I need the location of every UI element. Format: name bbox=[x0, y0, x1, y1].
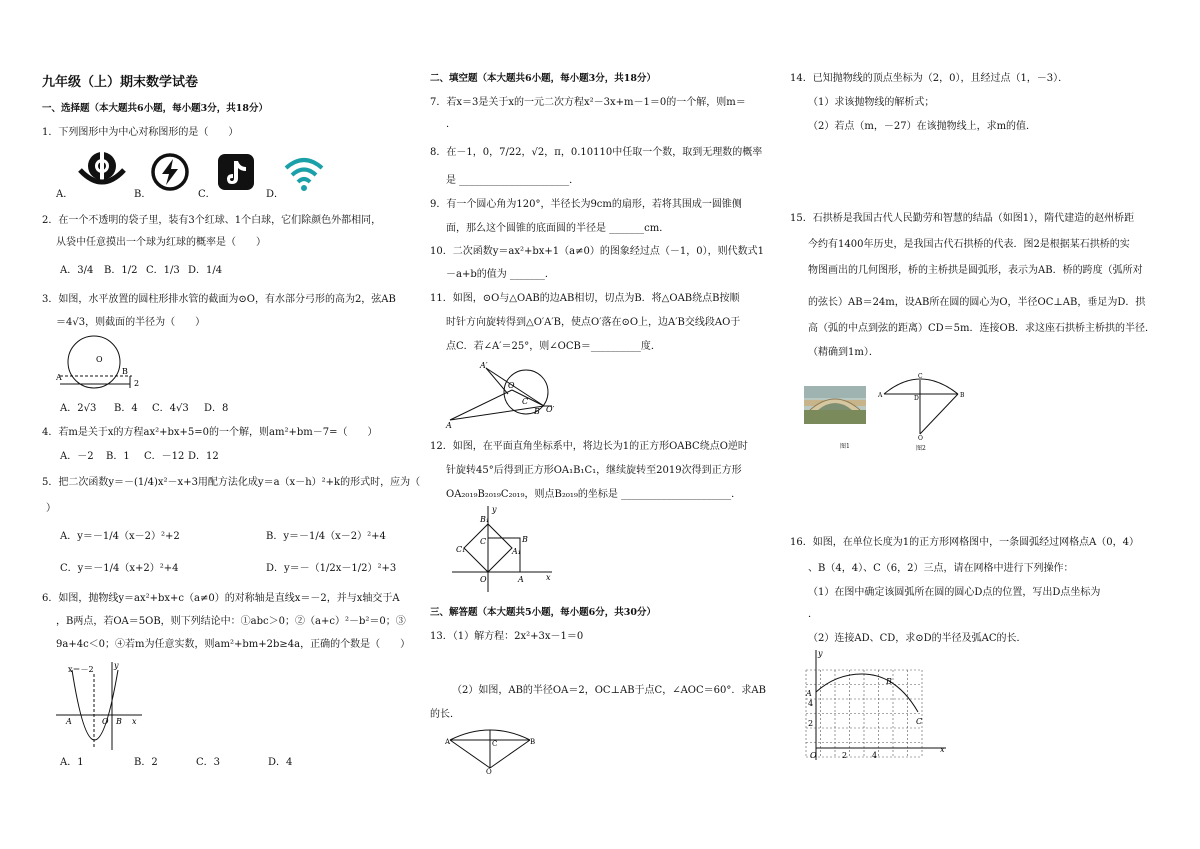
q6-option-b: B．2 bbox=[134, 757, 158, 768]
q16-tick-y4: 4 bbox=[808, 699, 814, 708]
q6-line2: ，B两点，若OA＝5OB，则下列结论中：①abc＞0；②（a+c）²－b²＝0；③ bbox=[56, 616, 406, 627]
q13-figure bbox=[446, 724, 536, 774]
q3-line2: ＝4√3，则截面的半径为（ ） bbox=[56, 317, 206, 328]
q15-label-b: B bbox=[960, 392, 965, 399]
q12-line1: 12．如图，在平面直角坐标系中，将边长为1的正方形OABC绕点O逆时 bbox=[430, 441, 748, 452]
q12-label-x: x bbox=[546, 573, 551, 582]
q6-label-o: O bbox=[102, 717, 109, 726]
section-fill-heading: 二、填空题（本大题共6小题，每小题3分，共18分） bbox=[430, 73, 656, 84]
q7-line1: 7．若x＝3是关于x的一元二次方程x²－3x+m－1＝0的一个解，则m＝ bbox=[430, 97, 746, 108]
q13-label-c: C bbox=[492, 740, 498, 748]
q12-label-y: y bbox=[492, 505, 497, 514]
q13-label-b: B bbox=[530, 738, 536, 746]
q3-option-c: C．4√3 bbox=[152, 403, 189, 414]
q11-label-oprime: O′ bbox=[546, 405, 555, 414]
q12-label-c1: C₁ bbox=[456, 545, 466, 554]
q16-line3: （1）在图中确定该圆弧所在圆的圆心D点的位置，写出D点坐标为 bbox=[808, 587, 1101, 598]
section-choice-heading: 一、选择题（本大题共6小题，每小题3分，共18分） bbox=[42, 103, 268, 114]
q3-figure bbox=[56, 334, 146, 396]
bridge-photo bbox=[804, 386, 866, 426]
q15-label-a: A bbox=[878, 392, 883, 399]
q16-line1: 16．如图，在单位长度为1的正方形网格图中，一条圆弧经过网格点A（0，4） bbox=[790, 537, 1140, 548]
q16-label-c: C bbox=[916, 717, 923, 726]
q3-label-a: A bbox=[56, 373, 62, 382]
q11-figure bbox=[446, 358, 566, 430]
q3-label-b: B bbox=[122, 367, 128, 376]
q11-label-b: B bbox=[534, 407, 540, 416]
q5-line2: ） bbox=[46, 503, 56, 514]
section-answer-heading: 三、解答题（本大题共5小题，每小题6分，共30分） bbox=[430, 607, 656, 618]
q5-option-c: C．y＝－1/4（x+2）²+4 bbox=[60, 563, 179, 574]
emblem-icon bbox=[76, 150, 128, 192]
q16-tick-x2: 2 bbox=[842, 751, 848, 760]
q13-line2: （2）如图，AB的半径OA＝2，OC⊥AB于点C，∠AOC＝60°．求AB bbox=[452, 685, 766, 696]
q16-label-o: O bbox=[810, 751, 817, 760]
page-title: 九年级（上）期末数学试卷 bbox=[42, 75, 199, 90]
q12-figure bbox=[452, 504, 562, 594]
q6-option-a: A．1 bbox=[60, 757, 84, 768]
q16-grid-figure bbox=[800, 648, 950, 762]
q11-line1: 11．如图，⊙O与△OAB的边AB相切，切点为B．将△OAB绕点B按顺 bbox=[430, 293, 740, 304]
q15-label-o: O bbox=[918, 435, 923, 442]
q4-option-b: B．1 bbox=[106, 451, 130, 462]
q13-label-a: A bbox=[445, 738, 451, 746]
q2-option-c: C．1/3 bbox=[146, 265, 180, 276]
q12-label-o: O bbox=[480, 575, 487, 584]
q14-line2: （1）求该抛物线的解析式； bbox=[808, 97, 935, 108]
q13-line3: 的长． bbox=[430, 709, 460, 720]
q16-label-x: x bbox=[940, 745, 945, 754]
q6-figure bbox=[56, 660, 146, 750]
q12-label-b: B bbox=[522, 535, 528, 544]
q16-label-y: y bbox=[818, 649, 823, 658]
q5-option-d: D．y＝－（1/2x－1/2）²+3 bbox=[266, 563, 397, 574]
q11-label-a: A bbox=[446, 421, 452, 430]
q16-line5: （2）连接AD、CD，求⊙D的半径及弧AC的长． bbox=[808, 633, 1027, 644]
q1-option-a: A． bbox=[56, 189, 74, 200]
q10-line1: 10．二次函数y＝ax²+bx+1（a≠0）的图象经过点（－1，0），则代数式1 bbox=[430, 246, 764, 257]
q6-label-axis: x＝－2 bbox=[68, 665, 94, 674]
q4-option-d: D．12 bbox=[188, 451, 219, 462]
q6-line3: 9a+4c＜0；④若m为任意实数，则am²+bm+2b≥4a，正确的个数是（ ） bbox=[56, 639, 411, 650]
q16-label-a: A bbox=[806, 689, 812, 698]
q15-line2: 今约有1400年历史，是我国古代石拱桥的代表．图2是根据某石拱桥的实 bbox=[808, 239, 1130, 250]
q3-line1: 3．如图，水平放置的圆柱形排水管的截面为⊙O，有水部分弓形的高为2，弦AB bbox=[42, 294, 396, 305]
q8-line1: 8．在－1，0，7/22，√2，π，0.10110中任取一个数，取到无理数的概率 bbox=[430, 147, 763, 158]
q15-label-d: D bbox=[914, 395, 919, 402]
q15-line6: （精确到1m）． bbox=[808, 347, 879, 358]
q3-label-o: O bbox=[96, 355, 103, 364]
q3-option-d: D．8 bbox=[204, 403, 229, 414]
q5-option-a: A．y＝－1/4（x－2）²+2 bbox=[60, 531, 180, 542]
q1-stem: 1．下列图形中为中心对称图形的是（ ） bbox=[42, 127, 239, 138]
q6-label-a: A bbox=[66, 717, 72, 726]
q7-line2: ． bbox=[446, 119, 456, 130]
q10-line2: －a+b的值为 _______． bbox=[446, 269, 555, 280]
q15-line1: 15．石拱桥是我国古代人民勤劳和智慧的结晶（如图1），隋代建造的赵州桥距 bbox=[790, 213, 1135, 224]
q12-label-b1: B₁ bbox=[480, 515, 490, 524]
tiktok-icon bbox=[216, 152, 258, 192]
q2-option-d: D．1/4 bbox=[188, 265, 223, 276]
q12-label-c: C bbox=[480, 537, 487, 546]
q16-tick-y2: 2 bbox=[808, 719, 814, 728]
q1-option-d: D． bbox=[266, 189, 285, 200]
q3-option-b: B．4 bbox=[114, 403, 138, 414]
q13-label-o: O bbox=[486, 768, 492, 776]
q13-line1: 13．（1）解方程：2x²+3x－1＝0 bbox=[430, 631, 584, 642]
q15-line3: 物图画出的几何图形，桥的主桥拱是圆弧形，表示为AB．桥的跨度（弧所对 bbox=[808, 265, 1143, 276]
q9-line2: 面，那么这个圆锥的底面圆的半径是 _______cm． bbox=[446, 223, 670, 234]
q16-line4: ． bbox=[808, 609, 818, 620]
q11-label-aprime: A′ bbox=[480, 361, 488, 370]
q5-option-b: B．y＝－1/4（x－2）²+4 bbox=[266, 531, 386, 542]
q11-label-c: C bbox=[522, 397, 529, 406]
q5-line1: 5．把二次函数y＝－(1/4)x²－x+3用配方法化成y＝a（x－h）²+k的形式时，应为（ bbox=[42, 477, 421, 488]
q4-line1: 4．若m是关于x的方程ax²+bx+5=0的一个解，则am²+bm－7=（ ） bbox=[42, 427, 378, 438]
q1-option-b: B． bbox=[134, 189, 152, 200]
q8-line2: 是 ______________________． bbox=[446, 175, 580, 186]
q2-line2: 从袋中任意摸出一个球为红球的概率是（ ） bbox=[56, 237, 266, 248]
q11-line2: 时针方向旋转得到△O′A′B，使点O′落在⊙O上，边A′B交线段AO于 bbox=[446, 317, 741, 328]
q15-figure2-caption: 图2 bbox=[916, 445, 926, 452]
q3-option-a: A．2√3 bbox=[60, 403, 97, 414]
wifi-icon bbox=[282, 154, 326, 194]
q16-label-b: B bbox=[886, 677, 892, 686]
q6-option-d: D．4 bbox=[268, 757, 293, 768]
q6-option-c: C．3 bbox=[196, 757, 221, 768]
q11-line3: 点C．若∠A′＝25°，则∠OCB＝__________度． bbox=[446, 341, 661, 352]
q15-figure1-caption: 图1 bbox=[840, 443, 850, 450]
lightning-icon bbox=[148, 152, 192, 192]
q14-line3: （2）若点（m，－27）在该抛物线上，求m的值． bbox=[808, 121, 1037, 132]
q6-line1: 6．如图，抛物线y＝ax²+bx+c（a≠0）的对称轴是直线x＝－2，并与x轴交于A bbox=[42, 593, 400, 604]
q4-option-a: A．－2 bbox=[60, 451, 94, 462]
q15-line4: 的弦长）AB＝24m，设AB所在圆的圆心为O，半径OC⊥AB，垂足为D．拱 bbox=[808, 297, 1146, 308]
q2-option-b: B．1/2 bbox=[104, 265, 138, 276]
q16-line2: 、B（4，4）、C（6，2）三点，请在网格中进行下列操作： bbox=[808, 563, 1074, 574]
q14-line1: 14．已知抛物线的顶点坐标为（2，0），且经过点（1，－3）． bbox=[790, 73, 1069, 84]
q3-label-height: 2 bbox=[134, 379, 140, 388]
q11-label-o: O bbox=[508, 381, 515, 390]
q6-label-y: y bbox=[114, 661, 119, 670]
q12-line2: 针旋转45°后得到正方形OA₁B₁C₁，继续旋转至2019次得到正方形 bbox=[446, 465, 742, 476]
q15-label-c: C bbox=[918, 373, 923, 380]
q1-option-c: C． bbox=[198, 189, 216, 200]
q2-line1: 2．在一个不透明的袋子里，装有3个红球、1个白球，它们除颜色外都相同， bbox=[42, 215, 382, 226]
q12-label-a: A bbox=[518, 575, 524, 584]
q16-tick-x4: 4 bbox=[872, 751, 878, 760]
q4-option-c: C．－12 bbox=[144, 451, 185, 462]
q6-label-x: x bbox=[132, 717, 137, 726]
q2-option-a: A．3/4 bbox=[60, 265, 94, 276]
q9-line1: 9．有一个圆心角为120°，半径长为9cm的扇形，若将其围成一圆锥侧 bbox=[430, 199, 742, 210]
q12-line3: OA₂₀₁₉B₂₀₁₉C₂₀₁₉，则点B₂₀₁₉的坐标是 ______________________． bbox=[446, 489, 742, 500]
q12-label-a1: A₁ bbox=[512, 547, 521, 556]
q15-line5: 高（弧的中点到弦的距离）CD＝5m．连接OB．求这座石拱桥主桥拱的半径． bbox=[808, 323, 1156, 334]
q6-label-b: B bbox=[116, 717, 122, 726]
q15-figure2 bbox=[876, 370, 966, 442]
